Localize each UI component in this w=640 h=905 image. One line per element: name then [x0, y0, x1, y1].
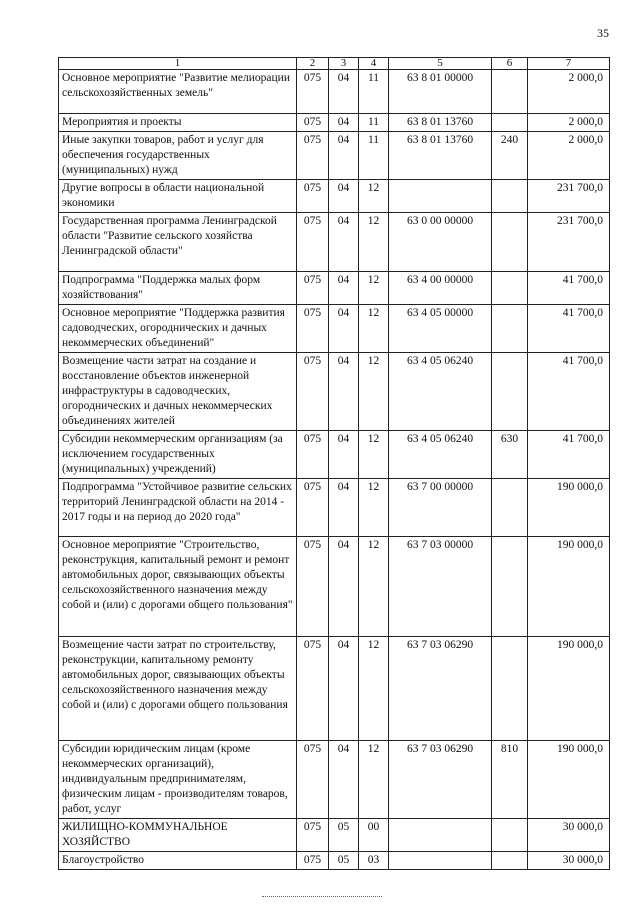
row-c4-cell: 00: [359, 819, 389, 852]
row-name-cell: Субсидии юридическим лицам (кроме некоммерческих организаций), индивидуальным предпринимателям, физическим лицам - производителям товаров, работ, услуг: [59, 741, 297, 819]
row-name-cell: Подпрограмма "Устойчивое развитие сельских территорий Ленинградской области на 2014 - 2017 годы и на период до 2020 года": [59, 479, 297, 537]
row-c2-cell: 075: [297, 180, 329, 213]
row-c7-cell: 2 000,0: [528, 70, 610, 114]
table-row: [59, 431, 610, 479]
row-c2-cell: 075: [297, 819, 329, 852]
row-c2-cell: 075: [297, 741, 329, 819]
header-cell: 7: [528, 58, 610, 70]
row-c5-cell: [389, 852, 492, 870]
row-c6-cell: 810: [492, 741, 528, 819]
table-row: [59, 70, 610, 114]
header-cell: 2: [297, 58, 329, 70]
row-c6-cell: [492, 114, 528, 132]
row-c3-cell: 04: [329, 431, 359, 479]
row-c4-cell: 11: [359, 114, 389, 132]
row-c3-cell: 04: [329, 114, 359, 132]
row-c5-cell: [389, 180, 492, 213]
row-c5-cell: 63 8 01 13760: [389, 132, 492, 180]
row-c6-cell: [492, 272, 528, 305]
row-c2-cell: 075: [297, 70, 329, 114]
row-c7-cell: 231 700,0: [528, 180, 610, 213]
row-c6-cell: [492, 537, 528, 637]
row-c2-cell: 075: [297, 272, 329, 305]
table-row: [59, 537, 610, 637]
table-row: [59, 114, 610, 132]
row-c7-cell: 190 000,0: [528, 479, 610, 537]
table-row: [59, 819, 610, 852]
row-c4-cell: 12: [359, 637, 389, 741]
row-c6-cell: 240: [492, 132, 528, 180]
row-c5-cell: 63 8 01 00000: [389, 70, 492, 114]
row-c3-cell: 04: [329, 305, 359, 353]
row-c3-cell: 04: [329, 741, 359, 819]
row-name-cell: Основное мероприятие "Строительство, реконструкция, капитальный ремонт и ремонт автомобильных дорог, связывающих объекты сельскохозяйственного назначения между собой и (или) с дорогами общего пользования": [59, 537, 297, 637]
row-c3-cell: 04: [329, 213, 359, 272]
row-c4-cell: 03: [359, 852, 389, 870]
row-c3-cell: 05: [329, 819, 359, 852]
row-c4-cell: 12: [359, 431, 389, 479]
row-c7-cell: 2 000,0: [528, 132, 610, 180]
row-c3-cell: 04: [329, 70, 359, 114]
row-c5-cell: 63 7 03 06290: [389, 741, 492, 819]
row-c7-cell: 190 000,0: [528, 637, 610, 741]
row-c4-cell: 12: [359, 537, 389, 637]
row-name-cell: Другие вопросы в области национальной экономики: [59, 180, 297, 213]
row-c5-cell: 63 4 05 00000: [389, 305, 492, 353]
row-c3-cell: 04: [329, 272, 359, 305]
row-c3-cell: 04: [329, 353, 359, 431]
bottom-divider: [262, 896, 382, 897]
row-name-cell: Подпрограмма "Поддержка малых форм хозяйствования": [59, 272, 297, 305]
table-row: [59, 213, 610, 272]
row-c6-cell: [492, 305, 528, 353]
row-c4-cell: 12: [359, 353, 389, 431]
table-row: [59, 741, 610, 819]
table-row: [59, 305, 610, 353]
row-c7-cell: 41 700,0: [528, 305, 610, 353]
row-c5-cell: 63 4 05 06240: [389, 431, 492, 479]
row-c2-cell: 075: [297, 479, 329, 537]
row-name-cell: Возмещение части затрат на создание и восстановление объектов инженерной инфраструктуры в садоводческих, огороднических и дачных некоммерческих объединениях жителей: [59, 353, 297, 431]
row-c5-cell: 63 7 00 00000: [389, 479, 492, 537]
row-c4-cell: 12: [359, 180, 389, 213]
row-name-cell: Иные закупки товаров, работ и услуг для обеспечения государственных (муниципальных) нужд: [59, 132, 297, 180]
row-c5-cell: 63 4 00 00000: [389, 272, 492, 305]
row-c2-cell: 075: [297, 353, 329, 431]
row-c2-cell: 075: [297, 637, 329, 741]
row-name-cell: Возмещение части затрат по строительству, реконструкции, капитальному ремонту автомобильных дорог, связывающих объекты сельскохозяйственного назначения между собой и (или) с дорогами общего пользования: [59, 637, 297, 741]
budget-table: [58, 57, 610, 870]
row-c6-cell: [492, 479, 528, 537]
row-c6-cell: [492, 70, 528, 114]
row-c7-cell: 41 700,0: [528, 353, 610, 431]
row-c4-cell: 11: [359, 132, 389, 180]
row-name-cell: Благоустройство: [59, 852, 297, 870]
row-c6-cell: [492, 852, 528, 870]
table-row: [59, 272, 610, 305]
row-c6-cell: [492, 213, 528, 272]
header-cell: 5: [389, 58, 492, 70]
row-c5-cell: 63 7 03 00000: [389, 537, 492, 637]
row-c5-cell: 63 8 01 13760: [389, 114, 492, 132]
header-cell: 1: [59, 58, 297, 70]
row-c6-cell: [492, 637, 528, 741]
table-row: [59, 353, 610, 431]
row-name-cell: Субсидии некоммерческим организациям (за исключением государственных (муниципальных) учреждений): [59, 431, 297, 479]
row-c4-cell: 12: [359, 479, 389, 537]
row-c5-cell: 63 7 03 06290: [389, 637, 492, 741]
table-row: [59, 637, 610, 741]
row-c4-cell: 12: [359, 305, 389, 353]
table-row: [59, 852, 610, 870]
row-name-cell: Государственная программа Ленинградской области "Развитие сельского хозяйства Ленинградской области": [59, 213, 297, 272]
table-row: [59, 180, 610, 213]
row-c2-cell: 075: [297, 537, 329, 637]
row-c6-cell: 630: [492, 431, 528, 479]
row-c7-cell: 30 000,0: [528, 852, 610, 870]
row-c2-cell: 075: [297, 114, 329, 132]
row-name-cell: ЖИЛИЩНО-КОММУНАЛЬНОЕ ХОЗЯЙСТВО: [59, 819, 297, 852]
row-c6-cell: [492, 819, 528, 852]
row-c2-cell: 075: [297, 431, 329, 479]
row-c7-cell: 30 000,0: [528, 819, 610, 852]
row-c2-cell: 075: [297, 213, 329, 272]
row-c5-cell: 63 4 05 06240: [389, 353, 492, 431]
row-c3-cell: 04: [329, 637, 359, 741]
header-cell: 4: [359, 58, 389, 70]
header-cell: 6: [492, 58, 528, 70]
row-c7-cell: 41 700,0: [528, 272, 610, 305]
row-c7-cell: 41 700,0: [528, 431, 610, 479]
row-c3-cell: 04: [329, 132, 359, 180]
table-row: [59, 132, 610, 180]
header-row: [59, 58, 610, 70]
page-number: 35: [597, 26, 609, 40]
row-c5-cell: 63 0 00 00000: [389, 213, 492, 272]
row-name-cell: Основное мероприятие "Поддержка развития садоводческих, огороднических и дачных некоммерческих объединений": [59, 305, 297, 353]
row-name-cell: Основное мероприятие "Развитие мелиорации сельскохозяйственных земель": [59, 70, 297, 114]
row-c4-cell: 12: [359, 741, 389, 819]
row-c3-cell: 04: [329, 479, 359, 537]
row-c3-cell: 04: [329, 180, 359, 213]
row-c3-cell: 05: [329, 852, 359, 870]
row-c7-cell: 231 700,0: [528, 213, 610, 272]
row-c7-cell: 190 000,0: [528, 741, 610, 819]
table-row: [59, 479, 610, 537]
row-name-cell: Мероприятия и проекты: [59, 114, 297, 132]
row-c7-cell: 2 000,0: [528, 114, 610, 132]
row-c4-cell: 12: [359, 272, 389, 305]
row-c4-cell: 11: [359, 70, 389, 114]
row-c6-cell: [492, 180, 528, 213]
header-cell: 3: [329, 58, 359, 70]
row-c6-cell: [492, 353, 528, 431]
row-c2-cell: 075: [297, 305, 329, 353]
row-c5-cell: [389, 819, 492, 852]
row-c3-cell: 04: [329, 537, 359, 637]
row-c2-cell: 075: [297, 132, 329, 180]
row-c4-cell: 12: [359, 213, 389, 272]
row-c2-cell: 075: [297, 852, 329, 870]
row-c7-cell: 190 000,0: [528, 537, 610, 637]
